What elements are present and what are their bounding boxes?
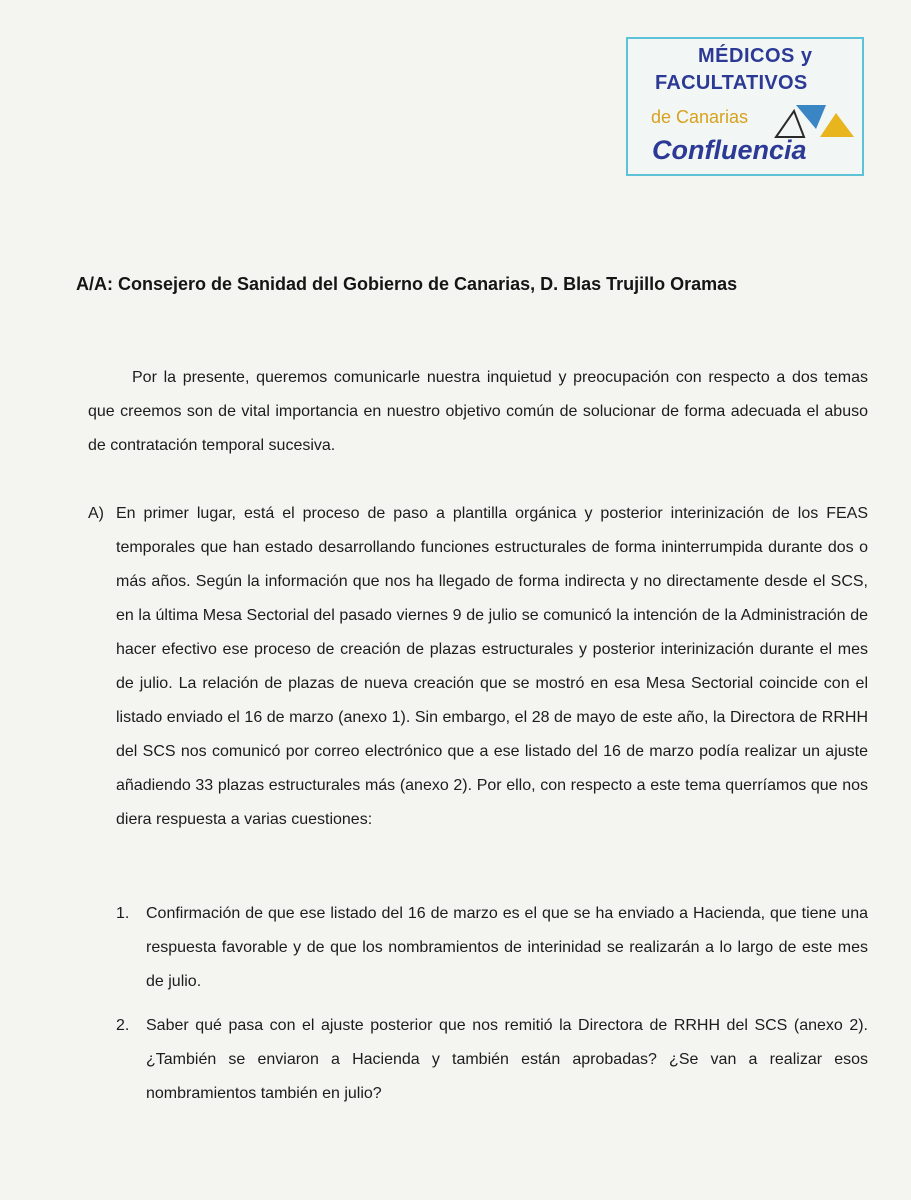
logo-text-confluencia: Confluencia xyxy=(652,135,807,165)
organization-logo xyxy=(626,37,864,176)
logo-text-facultativos: FACULTATIVOS xyxy=(655,72,808,94)
intro-paragraph: Por la presente, queremos comunicarle nuestra inquietud y preocupación con respecto a dos temas que creemos son de vital importancia en nuestro objetivo común de solucionar de forma adecuada el abuso de contratación temporal sucesiva. xyxy=(88,369,868,454)
logo-outline-triangle xyxy=(776,111,804,137)
section-a xyxy=(88,497,868,837)
list-item xyxy=(116,897,868,999)
list-item-number: 2. xyxy=(116,1017,130,1034)
section-a-question-list xyxy=(116,897,868,1121)
list-item-text: Confirmación de que ese listado del 16 de marzo es el que se ha enviado a Hacienda, que tiene una respuesta favorable y de que los nombramientos de interinidad se realizarán a lo largo de este mes de julio. xyxy=(146,905,868,990)
list-item-number: 1. xyxy=(116,905,130,922)
list-item xyxy=(116,1009,868,1111)
logo-text-de-canarias: de Canarias xyxy=(651,107,749,127)
section-a-paragraph: En primer lugar, está el proceso de paso a plantilla orgánica y posterior interinización de los FEAS temporales que han estado desarrollando funciones estructurales de forma ininterrumpida durante dos o más años. Según la información que nos ha llegado de forma indirecta y no directamente desde el SCS, en la última Mesa Sectorial del pasado viernes 9 de julio se comunicó la intención de la Administración de hacer efectivo ese proceso de creación de plazas estructurales y posterior interinización durante el mes de julio. La relación de plazas de nueva creación que se mostró en esa Mesa Sectorial coincide con el listado enviado el 16 de marzo (anexo 1). Sin embargo, el 28 de mayo de este año, la Directora de RRHH del SCS nos comunicó por correo electrónico que a ese listado del 16 de marzo podía realizar un ajuste añadiendo 33 plazas estructurales más (anexo 2). Por ello, con respecto a este tema querríamos que nos diera respuesta a varias cuestiones: xyxy=(116,505,868,828)
logo-yellow-triangle xyxy=(820,113,854,137)
logo-text-medicos: MÉDICOS y xyxy=(698,45,813,67)
letter-addressee: A/A: Consejero de Sanidad del Gobierno de Canarias, D. Blas Trujillo Oramas xyxy=(76,274,738,294)
list-item-text: Saber qué pasa con el ajuste posterior que nos remitió la Directora de RRHH del SCS (anexo 2). ¿También se enviaron a Hacienda y también están aprobadas? ¿Se van a realizar esos nombramientos también en julio? xyxy=(146,1017,868,1102)
section-a-marker: A) xyxy=(88,505,104,522)
